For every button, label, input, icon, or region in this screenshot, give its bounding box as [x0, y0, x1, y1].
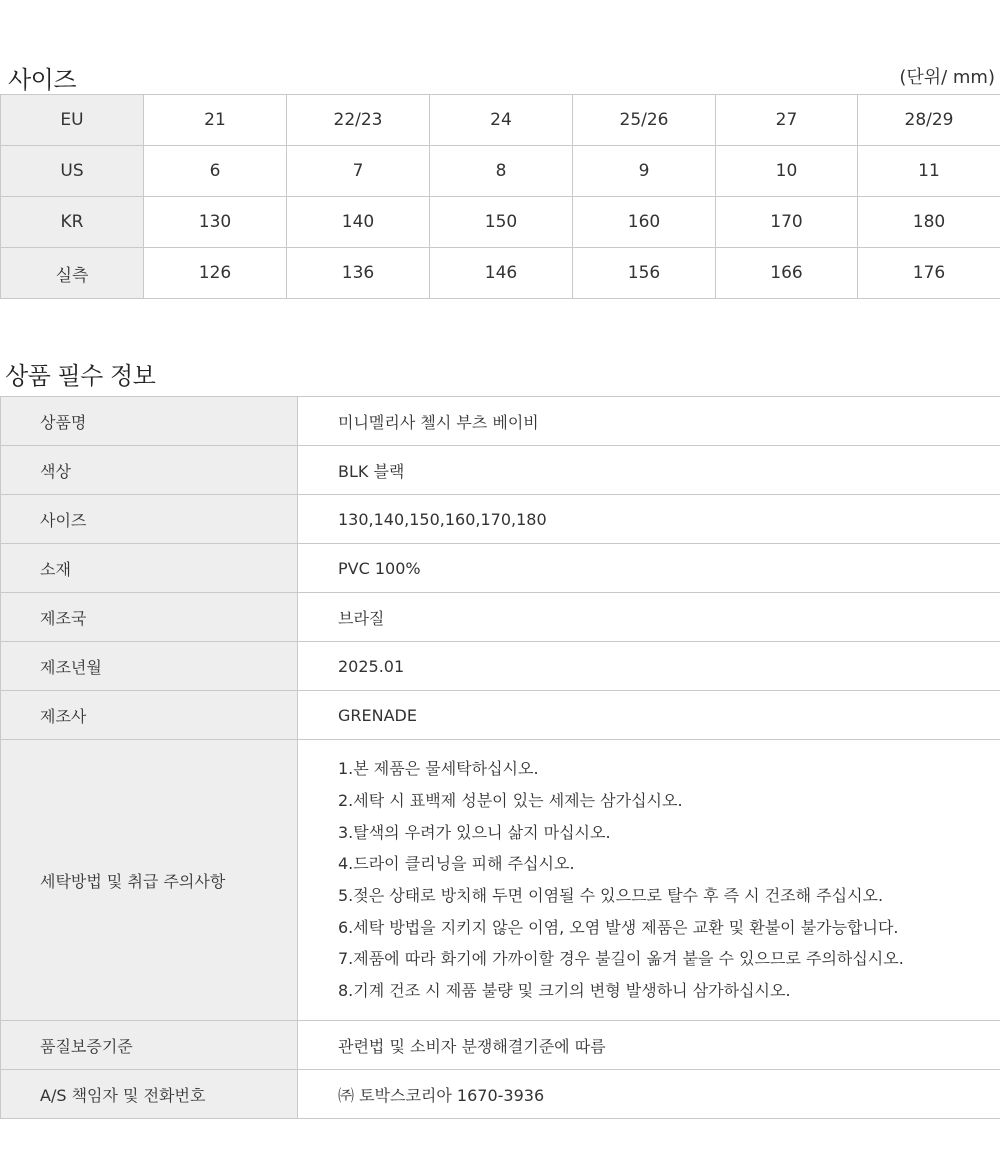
- info-label: 제조년월: [1, 642, 298, 691]
- info-value: 2025.01: [298, 642, 1000, 691]
- info-label: 소재: [1, 544, 298, 593]
- size-row-label: EU: [1, 95, 144, 146]
- info-value: GRENADE: [298, 691, 1000, 740]
- size-cell: 10: [716, 146, 858, 197]
- care-instruction-line: 4.드라이 클리닝을 피해 주십시오.: [338, 854, 575, 874]
- size-cell: 140: [287, 197, 430, 248]
- size-cell: 166: [716, 248, 858, 299]
- quality-standard-row: [1, 1021, 1000, 1070]
- size-cell: 156: [573, 248, 716, 299]
- info-row: [1, 593, 1000, 642]
- info-value: BLK 블랙: [298, 446, 1000, 495]
- size-cell: 28/29: [858, 95, 1000, 146]
- info-label: 색상: [1, 446, 298, 495]
- care-instructions: [298, 740, 1000, 1021]
- size-cell: 6: [144, 146, 287, 197]
- info-value: 미니멜리사 첼시 부츠 베이비: [298, 397, 1000, 446]
- size-cell: 24: [430, 95, 573, 146]
- info-value: 130,140,150,160,170,180: [298, 495, 1000, 544]
- size-cell: 21: [144, 95, 287, 146]
- info-value: ㈜ 토박스코리아 1670-3936: [298, 1070, 1000, 1119]
- info-row: [1, 642, 1000, 691]
- info-row: [1, 397, 1000, 446]
- size-cell: 136: [287, 248, 430, 299]
- size-cell: 130: [144, 197, 287, 248]
- info-label: 제조국: [1, 593, 298, 642]
- info-value: PVC 100%: [298, 544, 1000, 593]
- care-instruction-line: 5.젖은 상태로 방치해 두면 이염될 수 있으므로 탈수 후 즉 시 건조해 주십시오.: [338, 886, 884, 905]
- care-instruction-line: 7.제품에 따라 화기에 가까이할 경우 불길이 옮겨 붙을 수 있으므로 주의하십시오.: [338, 949, 904, 969]
- size-row: [1, 95, 1000, 146]
- size-cell: 8: [430, 146, 573, 197]
- size-row: [1, 248, 1000, 299]
- info-label: 사이즈: [1, 495, 298, 544]
- as-contact-row: [1, 1070, 1000, 1119]
- info-row: [1, 495, 1000, 544]
- info-value: 관련법 및 소비자 분쟁해결기준에 따름: [298, 1021, 1000, 1070]
- size-row-label: KR: [1, 197, 144, 248]
- care-label: 세탁방법 및 취급 주의사항: [1, 740, 298, 1021]
- size-cell: 25/26: [573, 95, 716, 146]
- size-unit-label: (단위/ mm): [899, 67, 995, 88]
- info-row: [1, 446, 1000, 495]
- size-row-label: US: [1, 146, 144, 197]
- info-row: [1, 544, 1000, 593]
- info-label: 상품명: [1, 397, 298, 446]
- care-instruction-line: 8.기계 건조 시 제품 불량 및 크기의 변형 발생하니 삼가하십시오.: [338, 981, 791, 1001]
- product-info-table: [0, 396, 1000, 1119]
- size-cell: 9: [573, 146, 716, 197]
- size-cell: 180: [858, 197, 1000, 248]
- size-cell: 170: [716, 197, 858, 248]
- info-label: 제조사: [1, 691, 298, 740]
- size-row: [1, 197, 1000, 248]
- size-cell: 22/23: [287, 95, 430, 146]
- info-value: 브라질: [298, 593, 1000, 642]
- care-instruction-line: 3.탈색의 우려가 있으니 삶지 마십시오.: [338, 822, 611, 842]
- size-cell: 11: [858, 146, 1000, 197]
- size-table: [0, 94, 1000, 299]
- care-instructions-row: [1, 740, 1000, 1021]
- size-cell: 160: [573, 197, 716, 248]
- info-label: A/S 책임자 및 전화번호: [1, 1070, 298, 1119]
- size-cell: 146: [430, 248, 573, 299]
- size-cell: 150: [430, 197, 573, 248]
- size-row-label: 실측: [1, 248, 144, 299]
- care-instruction-line: 6.세탁 방법을 지키지 않은 이염, 오염 발생 제품은 교환 및 환불이 불가능합니다.: [338, 917, 899, 937]
- size-section-title: 사이즈: [8, 66, 77, 94]
- info-label: 품질보증기준: [1, 1021, 298, 1070]
- size-cell: 126: [144, 248, 287, 299]
- info-section-title: 상품 필수 정보: [5, 362, 156, 390]
- size-cell: 176: [858, 248, 1000, 299]
- size-row: [1, 146, 1000, 197]
- care-instruction-line: 1.본 제품은 물세탁하십시오.: [338, 759, 539, 779]
- size-cell: 27: [716, 95, 858, 146]
- size-cell: 7: [287, 146, 430, 197]
- info-row: [1, 691, 1000, 740]
- care-instruction-line: 2.세탁 시 표백제 성분이 있는 세제는 삼가십시오.: [338, 790, 683, 810]
